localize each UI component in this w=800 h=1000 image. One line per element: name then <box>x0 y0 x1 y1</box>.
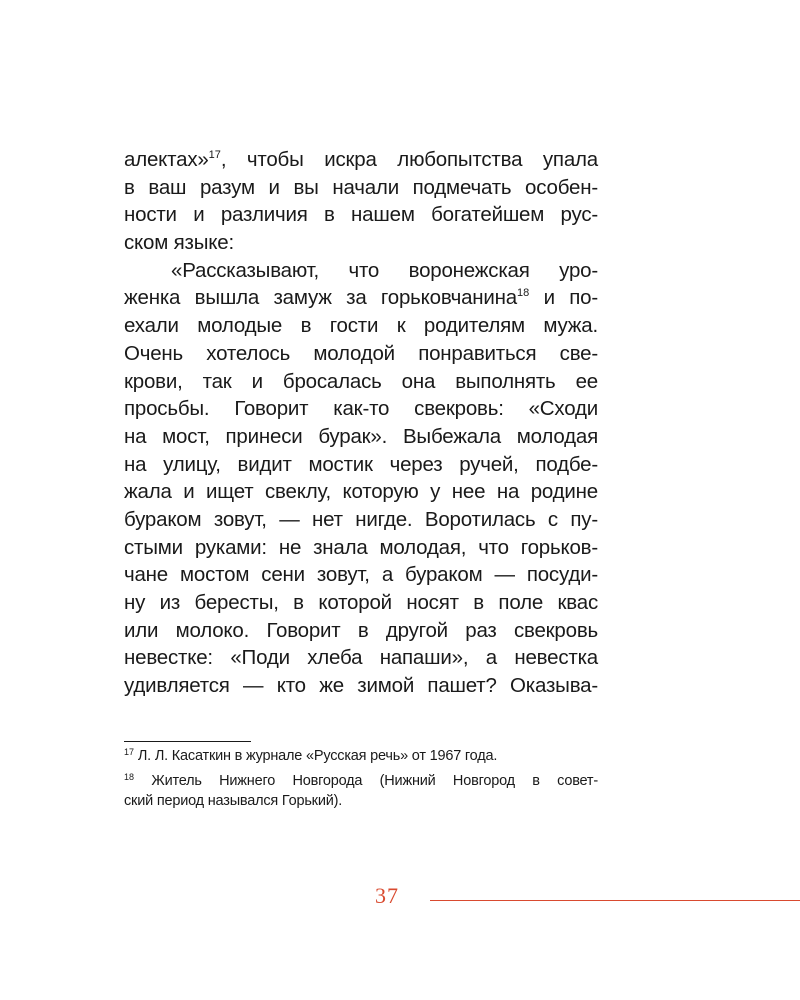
text-line: чане мостом сени зовут, а бураком — посуди- <box>124 563 598 587</box>
footnote-text: Житель Нижнего Новгорода (Нижний Новгород в совет- <box>151 773 598 789</box>
text-line: «Рассказывают, что воронежская уро- <box>171 258 598 282</box>
page-number: 37 <box>375 883 399 908</box>
footnote-number: 18 <box>124 772 135 782</box>
text-line: ском языке: <box>124 231 234 255</box>
footnote-ref-18: 18 <box>517 287 530 300</box>
text-line: ности и различия в нашем богатейшем рус- <box>124 203 598 227</box>
footnote-17 <box>124 746 598 766</box>
text-line: на улицу, видит мостик через ручей, подбе- <box>124 452 598 476</box>
text-line: или молоко. Говорит в другой раз свекровь <box>124 618 598 642</box>
footnote-text: Л. Л. Касаткин в журнале «Русская речь» от 1967 года. <box>137 748 498 764</box>
text-line: на мост, принеси бурак». Выбежала молодая <box>124 424 598 448</box>
text-line: ну из бересты, в которой носят в поле квас <box>124 591 598 614</box>
footnote-divider <box>124 741 251 742</box>
text-line: стыми руками: не знала молодая, что горьков- <box>124 535 598 559</box>
text-line: удивляется — кто же зимой пашет? Оказыва- <box>124 674 598 698</box>
footnote-text: ский период назывался Горький). <box>124 793 343 809</box>
text-line: в ваш разум и вы начали подмечать особен- <box>124 175 598 199</box>
page-number-rule <box>430 900 800 901</box>
text-line: Очень хотелось молодой понравиться све- <box>124 341 598 365</box>
footnote-number: 17 <box>124 747 135 757</box>
text-line: крови, так и бросалась она выполнять ее <box>124 369 598 393</box>
text-line: ехали молодые в гости к родителям мужа. <box>124 314 598 338</box>
text-line: невестке: «Поди хлеба напаши», а невестка <box>124 646 598 670</box>
text-line: бураком зовут, — нет нигде. Воротилась с пу- <box>124 507 598 531</box>
text-line: алектах»$^{17}$, чтобы искра любопытства упала <box>124 148 598 171</box>
text-line: женка вышла замуж за горьковчанина$^{18}$ и по- <box>124 286 598 310</box>
body-text <box>124 146 598 700</box>
text-line: жала и ищет свеклу, которую у нее на родине <box>124 480 598 504</box>
footnote-ref-17: 17 <box>208 149 221 161</box>
footnote-18 <box>124 771 598 811</box>
text-line: просьбы. Говорит как-то свекровь: «Сходи <box>124 397 598 421</box>
